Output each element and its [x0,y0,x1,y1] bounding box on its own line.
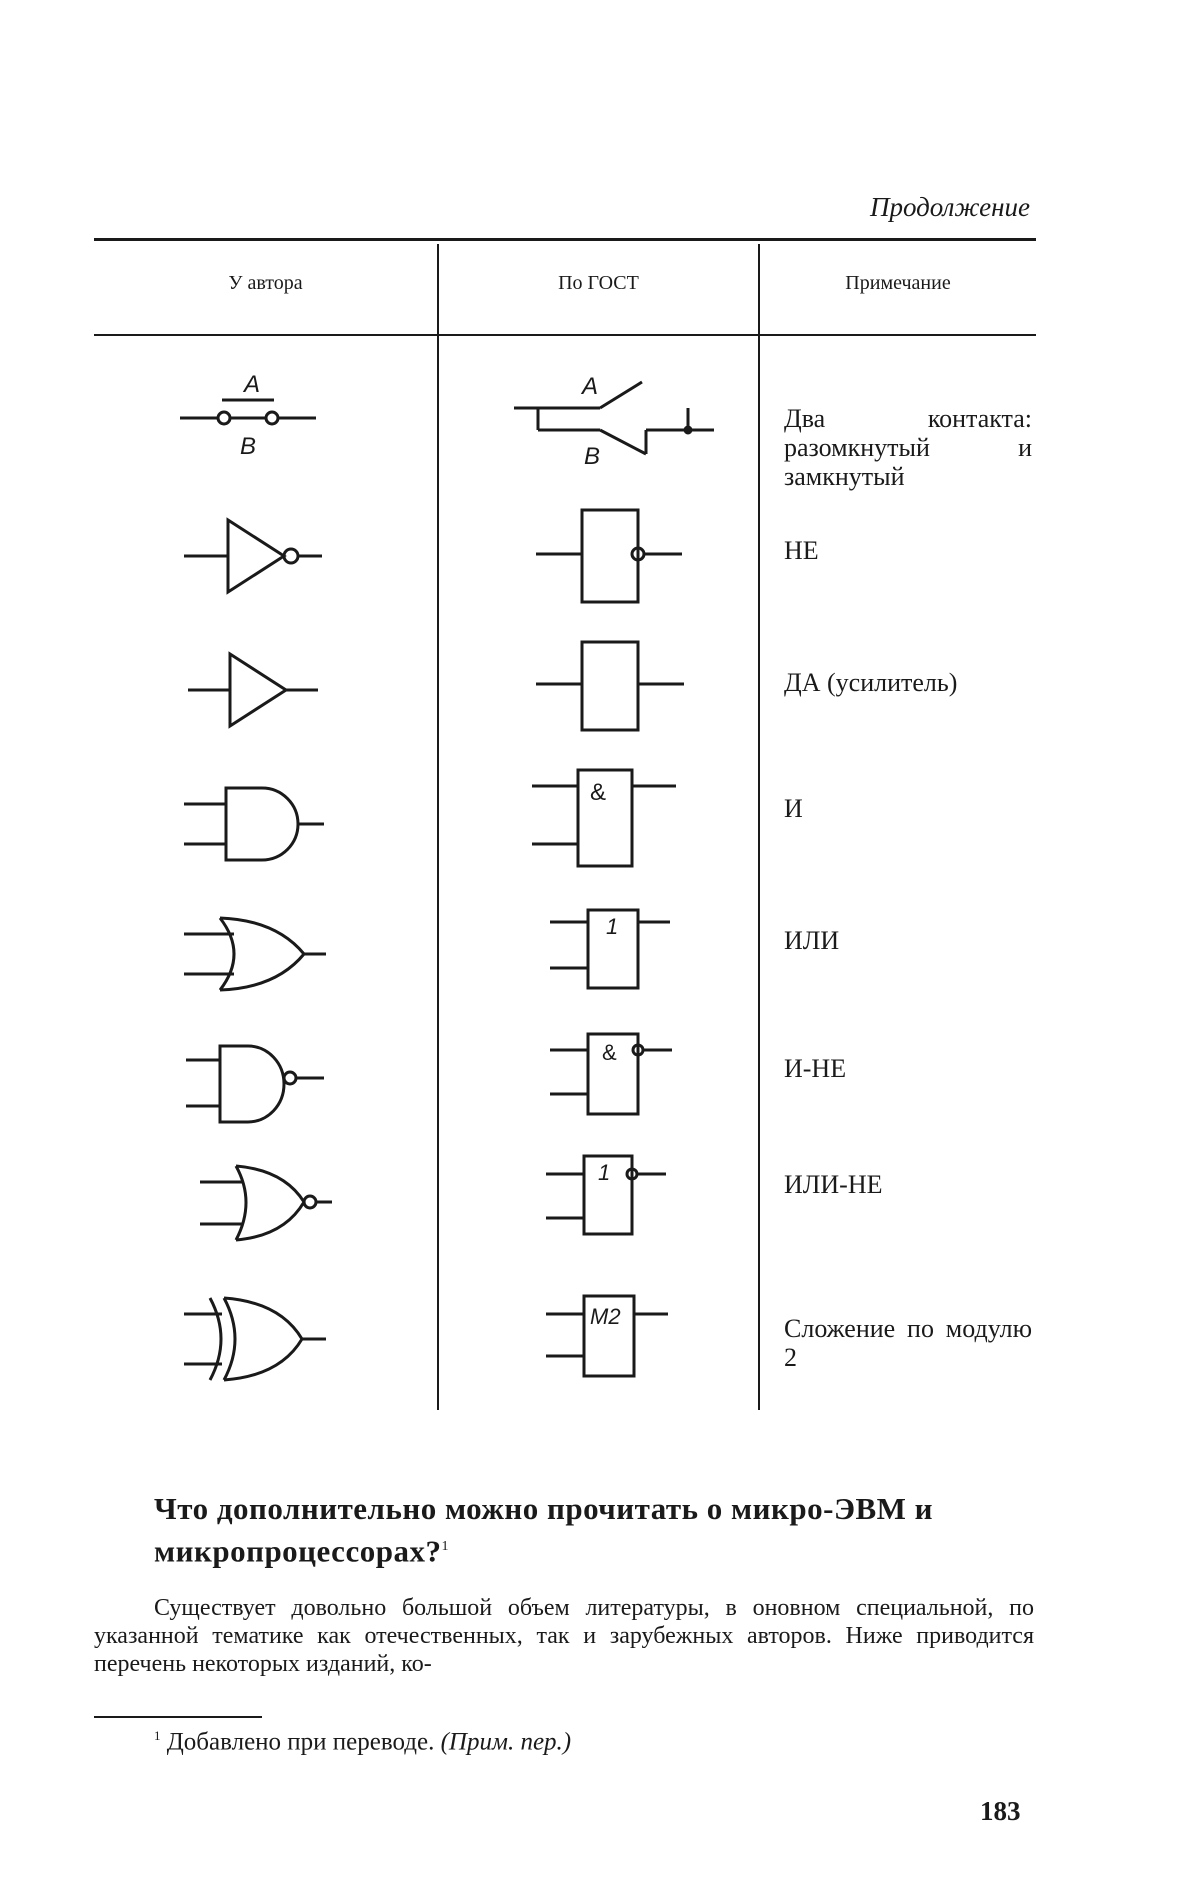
footnote-rule [94,1716,262,1718]
gost-buffer-gate-icon [532,636,692,736]
contact-label-a: A [244,371,261,398]
column-header-note: Примечание [845,272,951,294]
note-nor: ИЛИ-НЕ [784,1170,883,1199]
gost-or-gate-icon [546,904,676,994]
or-gate-icon [180,914,330,994]
heading-footnote-mark: 1 [441,1539,449,1554]
buffer-gate-icon [184,646,324,736]
gost-nor-gate-icon [542,1150,672,1240]
section-heading [154,1490,1034,1570]
contact-label-b: B [240,433,257,460]
column-divider-1 [437,244,439,1410]
gost-xor-label: M2 [590,1304,621,1329]
note-or: ИЛИ [784,926,840,955]
table-top-rule [94,238,1036,241]
contacts-icon [176,364,326,464]
section-heading-text: Что дополнительно можно прочитать о микро-ЭВМ и микропроцессорах? [154,1491,934,1569]
gost-or-label: 1 [606,914,619,939]
gost-nand-gate-icon [546,1028,676,1120]
column-divider-2 [758,244,760,1410]
note-buffer: ДА (усилитель) [784,668,958,697]
nand-gate-icon [182,1042,332,1132]
body-paragraph [94,1594,1034,1678]
nor-gate-icon [196,1160,336,1246]
gost-xor-gate-icon [542,1290,672,1382]
gost-nand-label: & [602,1040,617,1065]
gost-contact-label-a: A [582,373,599,400]
note-xor: Сложение по модулю 2 [784,1314,1032,1372]
note-contacts: Два контакта: разомкнутый и замкнутый [784,404,1032,491]
note-and: И [784,794,803,823]
footnote-italic: (Прим. пер.) [440,1728,572,1756]
table-header-rule [94,334,1036,336]
gost-nor-label: 1 [598,1160,611,1185]
note-not: НЕ [784,536,819,565]
note-nand: И-НЕ [784,1054,847,1083]
xor-gate-icon [180,1294,330,1384]
footnote [154,1728,571,1756]
footnote-mark: 1 [154,1728,161,1743]
gost-contacts-icon [510,364,720,474]
gost-not-gate-icon [532,504,692,608]
gost-contact-label-b: B [584,443,601,470]
continuation-label: Продолжение [869,192,1030,222]
gost-and-gate-icon [528,764,688,872]
gost-and-label: & [590,779,607,806]
and-gate-icon [180,784,330,864]
page-number: 183 [980,1796,1021,1826]
body-paragraph-text: Существует довольно большой объем литературы, в оновном специальной, по указанной тематике как отечественных, так и зарубежных авторов. Ниже приводится перечень некоторых изданий, ко- [94,1595,1034,1677]
column-header-gost: По ГОСТ [558,272,639,294]
column-header-author: У автора [228,272,303,294]
not-gate-icon [180,514,330,604]
footnote-text: Добавлено при переводе. [166,1728,435,1756]
